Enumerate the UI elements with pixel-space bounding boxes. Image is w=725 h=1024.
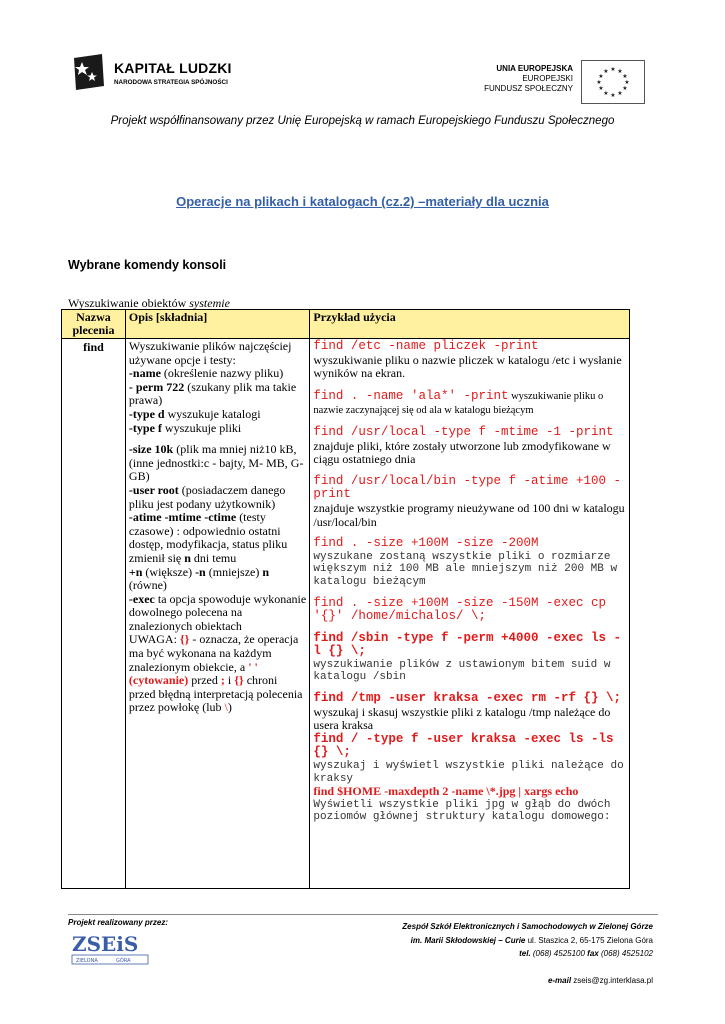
school-email xyxy=(548,976,653,985)
option-text: dni temu xyxy=(190,550,237,565)
desc-option xyxy=(129,593,307,634)
option-time: -atime -mtime -ctime xyxy=(128,510,237,525)
fax-value: (068) 4525102 xyxy=(598,949,653,958)
svg-text:★: ★ xyxy=(603,90,609,97)
option-minus-n: -n xyxy=(195,564,206,579)
school-name: Zespół Szkół Elektronicznych i Samochodowych w Zielonej Górze xyxy=(402,922,653,931)
tel-label: tel. xyxy=(519,949,531,958)
example-description: znajduje pliki, które zostały utworzone lub zmodyfikowane w ciągu ostatniego dnia xyxy=(313,438,611,467)
braces-token: {} xyxy=(179,632,190,647)
zseis-city-left: ZIELONA xyxy=(76,958,98,964)
kapital-ludzki-subtitle: NARODOWA STRATEGIA SPÓJNOŚCI xyxy=(114,79,228,86)
svg-text:★: ★ xyxy=(617,68,623,75)
school-street-text: ul. Staszica 2, 65-175 Zielona Góra xyxy=(525,935,653,945)
kapital-ludzki-flag-icon xyxy=(72,52,106,92)
kapital-ludzki-title: KAPITAŁ LUDZKI xyxy=(114,60,232,76)
example-command: find /sbin -type f -perm +4000 -exec ls -l {} \; xyxy=(313,630,621,659)
footer-divider xyxy=(68,914,658,915)
option-text: (szukany plik ma takie prawa) xyxy=(128,379,297,408)
option-text: (określenie nazwy pliku) xyxy=(160,366,284,381)
svg-text:★: ★ xyxy=(598,85,604,92)
warning-label: UWAGA: xyxy=(128,632,180,647)
option-perm: - perm 722 xyxy=(128,379,185,394)
example-item xyxy=(313,389,626,418)
warning-text: chroni przed błędną interpretacją polecenia przez powłokę (lub xyxy=(128,673,303,715)
commands-table xyxy=(61,309,630,889)
example-command: find . -name 'ala*' -print xyxy=(313,388,509,403)
svg-text:★: ★ xyxy=(624,79,630,86)
example-description: wyszukiwanie pliku o nazwie zaczynającej się od ala w katalogu bieżącym xyxy=(313,390,604,417)
option-type-d: -type d xyxy=(128,406,165,421)
example-description: znajduje wszystkie programy nieużywane od 100 dni w katalogu /usr/local/bin xyxy=(313,500,625,529)
warning-text: ) xyxy=(227,700,232,715)
eu-line-1: UNIA EUROPEJSKA xyxy=(496,64,573,73)
option-text: (testy czasowe) : odpowiednio ostatni dostęp, modyfikacja, status pliku zmienił się xyxy=(128,510,288,565)
eu-line-2: EUROPEJSKI xyxy=(522,74,573,83)
option-text: wyszukuje pliki xyxy=(161,420,242,435)
desc-option xyxy=(129,422,307,436)
fax-label: fax xyxy=(587,949,599,958)
braces-token: {} xyxy=(234,673,244,688)
desc-option xyxy=(129,511,307,565)
option-text: (plik ma mniej niż10 kB, (inne jednostki:c - bajty, M- MB, G- GB) xyxy=(128,442,304,484)
command-examples xyxy=(310,339,630,889)
option-size: -size 10k xyxy=(128,442,174,457)
option-text: wyszukuje katalogi xyxy=(164,406,261,421)
example-command: find $HOME -maxdepth 2 -name \*.jpg | xargs echo xyxy=(313,784,579,799)
desc-option xyxy=(129,408,307,422)
svg-text:★: ★ xyxy=(598,73,604,80)
zseis-city-right: GÓRA xyxy=(116,958,131,964)
svg-text:★: ★ xyxy=(610,66,616,73)
quotes-label: (cytowanie) xyxy=(128,673,189,688)
example-command: find /etc -name pliczek -print xyxy=(313,339,539,353)
school-phone xyxy=(402,947,653,961)
eu-line-3: FUNDUSZ SPOŁECZNY xyxy=(484,84,573,93)
header-description: Opis [składnia] xyxy=(125,310,310,339)
caption-text: Wyszukiwanie obiektów xyxy=(68,296,190,310)
desc-warning xyxy=(129,633,307,715)
warning-text: przed xyxy=(188,673,221,688)
section-heading: Wybrane komendy konsoli xyxy=(68,258,227,272)
option-plus-n: +n xyxy=(128,564,143,579)
option-user: -user root xyxy=(128,482,179,497)
quotes-token: ' ' xyxy=(248,659,258,674)
eu-stars-icon xyxy=(581,60,645,104)
option-name: -name xyxy=(128,366,161,381)
example-command: find /usr/local/bin -type f -atime +100 -print xyxy=(313,473,621,502)
example-description: wyszukiwanie plików z ustawionym bitem suid w katalogu /sbin xyxy=(313,658,611,684)
cofinance-note: Projekt współfinansowany przez Unię Europejską w ramach Europejskiego Funduszu Społecznego xyxy=(110,115,615,127)
svg-text:★: ★ xyxy=(622,85,628,92)
example-command: find /usr/local -type f -mtime -1 -print xyxy=(313,424,614,439)
option-text: (równe) xyxy=(128,578,167,593)
table-row xyxy=(62,339,630,889)
svg-text:★: ★ xyxy=(596,79,602,86)
desc-option xyxy=(129,381,307,408)
example-description: wyszukiwanie pliku o nazwie pliczek w katalogu /etc i wysłanie wyników na ekran. xyxy=(313,352,622,381)
desc-intro: Wyszukiwanie plików najczęściej używane opcje i testy: xyxy=(128,339,292,367)
option-exec: -exec xyxy=(128,591,155,606)
backslash-token: \ xyxy=(224,700,228,715)
command-description xyxy=(125,339,310,889)
svg-text:★: ★ xyxy=(603,68,609,75)
desc-option xyxy=(129,443,307,484)
example-description: wyszukaj i wyświetl wszystkie pliki należące do kraksy xyxy=(313,760,624,785)
table-header-row xyxy=(62,310,630,339)
zseis-logo-text: ZSEiS xyxy=(72,932,139,956)
option-type-f: -type f xyxy=(128,420,162,435)
desc-option xyxy=(129,367,307,381)
example-command: find / -type f -user kraksa -exec ls -ls {} \; xyxy=(313,731,614,760)
svg-text:★: ★ xyxy=(622,73,628,80)
example-description: wyszukaj i skasuj wszystkie pliki z katalogu /tmp należące do usera kraksa xyxy=(313,704,611,733)
option-text: (mniejsze) xyxy=(205,564,263,579)
command-name: find xyxy=(62,339,126,889)
svg-text:★: ★ xyxy=(610,92,616,99)
tel-value: (068) 4525100 xyxy=(530,949,588,958)
example-description: Wyświetli wszystkie pliki jpg w głąb do dwóch poziomów głównej struktury katalogu domowego: xyxy=(313,798,611,824)
option-equal-n: n xyxy=(262,564,270,579)
eu-logo xyxy=(480,60,645,104)
semicolon-token: ; xyxy=(220,673,228,688)
warning-text: - oznacza, że operacja ma być wykonana na każdym znalezionym obiekcie, a xyxy=(128,632,299,674)
zseis-logo xyxy=(68,927,158,967)
email-value: zseis@zg.interklasa.pl xyxy=(571,976,653,985)
option-n: n xyxy=(184,550,191,565)
example-command: find /tmp -user kraksa -exec rm -rf {} \; xyxy=(313,691,621,706)
eu-text xyxy=(484,64,573,94)
caption-italic: systemie xyxy=(189,296,230,310)
example-description: wyszukane zostaną wszystkie pliki o rozmiarze większym niż 100 MB ale mniejszym niż 200 MB w katalogu bieżącym xyxy=(313,550,618,588)
desc-option xyxy=(129,566,307,593)
svg-text:★: ★ xyxy=(617,90,623,97)
footer-label: Projekt realizowany przez: xyxy=(68,918,169,927)
header-example: Przykład użycia xyxy=(310,310,630,339)
school-patron: im. Marii Skłodowskiej – Curie xyxy=(410,935,526,945)
header-name: Nazwa plecenia xyxy=(62,310,126,339)
kapital-ludzki-logo xyxy=(72,52,242,102)
example-command: find . -size +100M -size -150M -exec cp '{}' /home/michalos/ \; xyxy=(313,595,606,624)
example-command: find . -size +100M -size -200M xyxy=(313,536,539,551)
school-street xyxy=(402,934,653,948)
option-text: (większe) xyxy=(142,564,196,579)
document-title: Operacje na plikach i katalogach (cz.2) –materiały dla ucznia xyxy=(176,194,549,209)
option-text: (posiadaczem danego pliku jest podany użytkownik) xyxy=(128,482,286,511)
option-text: ta opcja spowoduje wykonanie dowolnego polecena na znalezionych obiektach xyxy=(128,591,307,633)
school-address xyxy=(402,920,653,961)
desc-option xyxy=(129,484,307,511)
warning-text: i xyxy=(227,673,235,688)
email-label: e-mail xyxy=(547,976,572,985)
